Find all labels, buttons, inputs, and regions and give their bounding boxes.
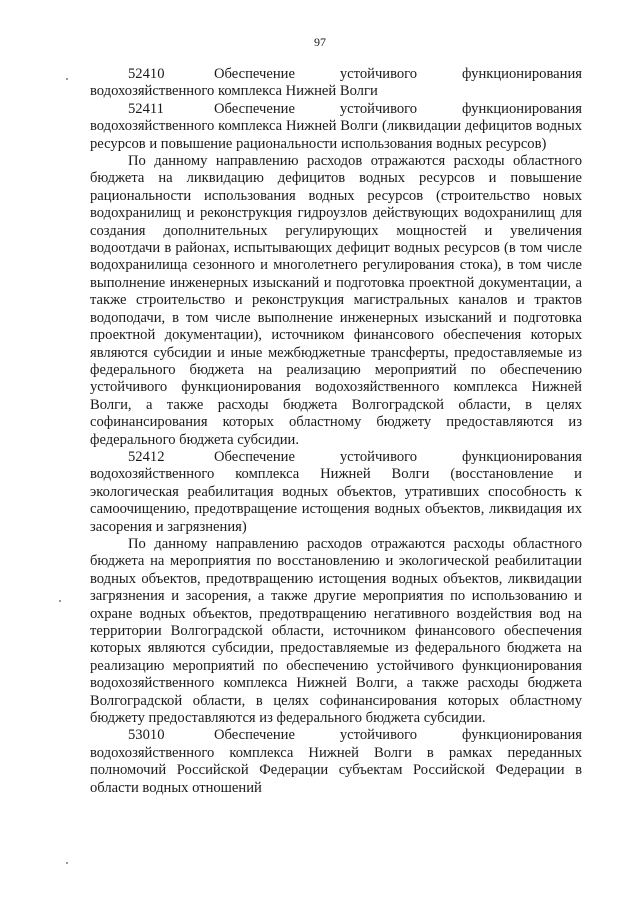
budget-code-entry	[90, 66, 582, 101]
scan-speck	[66, 862, 68, 864]
budget-code-entry	[90, 449, 582, 536]
budget-code-title: Обеспечение устойчивого функционирования водохозяйственного комплекса Нижней Волги	[90, 66, 582, 100]
budget-code: 52412	[128, 448, 165, 465]
budget-code-title: Обеспечение устойчивого функционирования водохозяйственного комплекса Нижней Волги (ликвидации дефицитов водных ресурсов и повышение рациональности использования водных ресурсов)	[90, 100, 582, 152]
description-paragraph: По данному направлению расходов отражаются расходы областного бюджета на мероприятия по восстановлению и экологической реабилитации водных объектов, предотвращению истощения водных объектов, ликвидации загрязнения и засорения, а также другие мероприятия по использованию и охране водных объектов, предотвращению негативного воздействия вод на территории Волгоградской области, источником финансового обеспечения которых являются субсидии, предоставляемые из федерального бюджета на реализацию мероприятий по обеспечению устойчивого функционирования водохозяйственного комплекса Нижней Волги, а также расходы бюджета Волгоградской области, в целях софинансирования которых областному бюджету предоставляются из федерального бюджета субсидии.	[90, 535, 582, 727]
budget-code: 52410	[128, 66, 165, 82]
budget-code: 53010	[128, 727, 165, 744]
budget-code-title: Обеспечение устойчивого функционирования водохозяйственного комплекса Нижней Волги в рамках переданных полномочий Российской Федерации субъектам Российской Федерации в области водных отношений	[90, 727, 582, 796]
budget-code: 52411	[128, 100, 164, 117]
budget-code-entry	[90, 101, 582, 153]
scan-speck	[59, 600, 61, 602]
page-number: 97	[314, 35, 326, 49]
document-body	[90, 66, 582, 797]
description-paragraph: По данному направлению расходов отражаются расходы областного бюджета на ликвидацию дефицитов водных ресурсов и повышение рациональности использования водных ресурсов (строительство новых водохранилищ и реконструкция гидроузлов действующих водохранилищ для создания дополнительных регулирующих мощностей и увеличения водоотдачи в районах, испытывающих дефицит водных ресурсов (в том числе водохранилища сезонного и многолетнего регулирования стока), в том числе выполнение инженерных изысканий и подготовка проектной документации, а также строительство и реконструкция магистральных каналов и трактов водоподачи, в том числе выполнение инженерных изысканий и подготовка проектной документации), источником финансового обеспечения которых являются субсидии и иные межбюджетные трансферты, предоставляемые из федерального бюджета на реализацию мероприятий по обеспечению устойчивого функционирования водохозяйственного комплекса Нижней Волги, а также расходы бюджета Волгоградской области, в целях софинансирования которых областному бюджету предоставляются из федерального бюджета субсидии.	[90, 153, 582, 448]
budget-code-title: Обеспечение устойчивого функционирования водохозяйственного комплекса Нижней Волги (восстановление и экологическая реабилитация водных объектов, утративших способность к самоочищению, предотвращение истощения водных объектов, ликвидация их засорения и загрязнения)	[90, 448, 582, 535]
scan-speck	[66, 78, 68, 80]
budget-code-entry	[90, 727, 582, 797]
